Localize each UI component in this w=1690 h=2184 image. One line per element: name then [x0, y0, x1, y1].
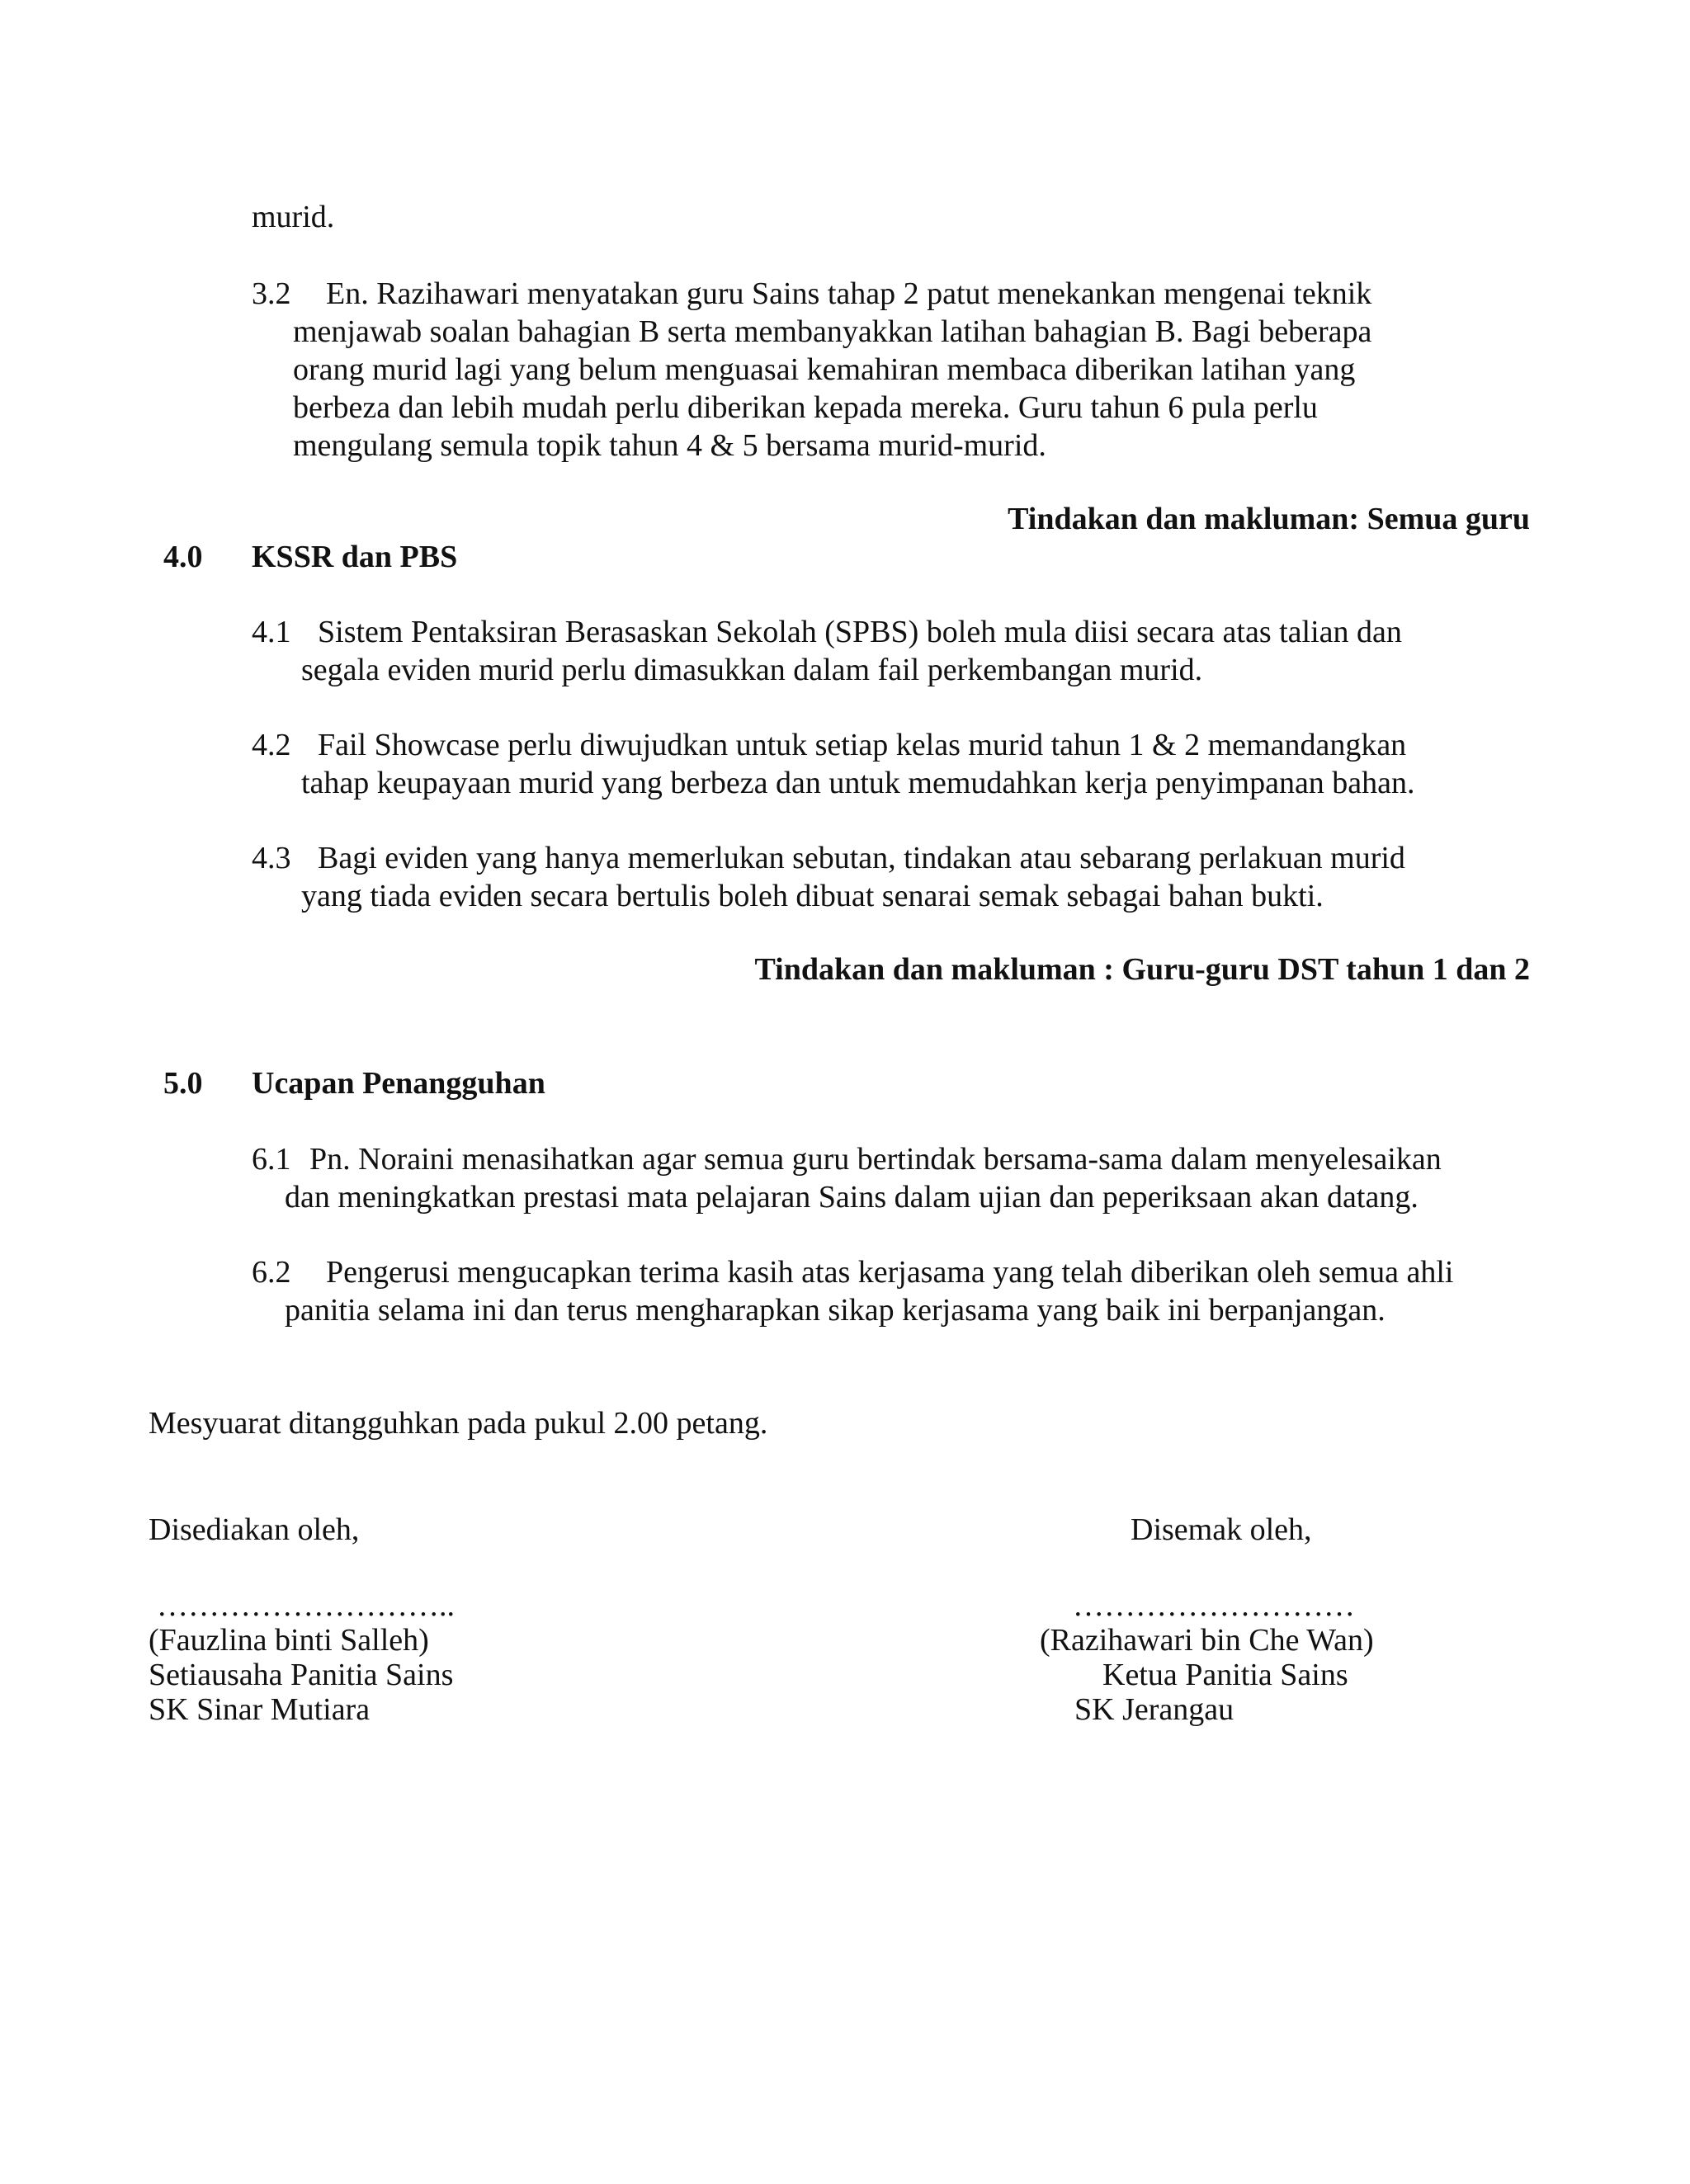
item-4-1 — [252, 613, 1402, 689]
section-5-number: 5.0 — [163, 1066, 203, 1101]
item-4-2 — [252, 726, 1415, 802]
checked-by-signature — [1040, 1588, 1374, 1727]
action-note-2: Tindakan dan makluman : Guru-guru DST tahun 1 dan 2 — [754, 952, 1530, 987]
item-4-1-line-2: segala eviden murid perlu dimasukkan dalam fail perkembangan murid. — [301, 653, 1203, 687]
signature-dots: ……………………….. — [157, 1588, 455, 1623]
section-4-number: 4.0 — [163, 540, 203, 574]
item-3-2-line-4: berbeza dan lebih mudah perlu diberikan kepada mereka. Guru tahun 6 pula perlu — [293, 390, 1318, 425]
item-number: 6.2 — [252, 1255, 291, 1290]
signatory-school: SK Jerangau — [1074, 1692, 1234, 1727]
item-3-2-line-1: 3.2 En. Razihawari menyatakan guru Sains tahap 2 patut menekankan mengenai teknik — [252, 276, 1372, 311]
prepared-by-signature — [149, 1588, 455, 1727]
item-3-2 — [252, 275, 1371, 465]
item-4-1-line-1: 4.1 Sistem Pentaksiran Berasaskan Sekolah (SPBS) boleh mula diisi secara atas talian dan — [252, 615, 1402, 649]
item-3-2-line-2: menjawab soalan bahagian B serta membanyakkan latihan bahagian B. Bagi beberapa — [293, 314, 1372, 349]
item-6-1-line-1: 6.1 Pn. Noraini menasihatkan agar semua guru bertindak bersama-sama dalam menyelesaikan — [252, 1142, 1442, 1177]
item-4-3 — [252, 839, 1405, 915]
item-number: 4.2 — [252, 728, 291, 762]
item-6-2-line-1: 6.2 Pengerusi mengucapkan terima kasih atas kerjasama yang telah diberikan oleh semua ahli — [252, 1255, 1454, 1290]
item-4-3-line-2: yang tiada eviden secara bertulis boleh dibuat senarai semak sebagai bahan bukti. — [301, 879, 1324, 913]
signatory-school: SK Sinar Mutiara — [149, 1692, 371, 1727]
continuation-text: murid. — [252, 200, 335, 234]
item-number: 3.2 — [252, 276, 291, 311]
signature-dots: ……………………… — [1073, 1588, 1355, 1623]
item-3-2-line-3: orang murid lagi yang belum menguasai kemahiran membaca diberikan latihan yang — [293, 352, 1356, 387]
item-4-2-line-2: tahap keupayaan murid yang berbeza dan untuk memudahkan kerja penyimpanan bahan. — [301, 766, 1415, 800]
item-4-3-line-1: 4.3 Bagi eviden yang hanya memerlukan sebutan, tindakan atau sebarang perlakuan murid — [252, 841, 1405, 875]
item-6-2-line-2: panitia selama ini dan terus mengharapkan sikap kerjasama yang baik ini berpanjangan. — [285, 1293, 1386, 1328]
checked-by-heading: Disemak oleh, — [1131, 1512, 1312, 1547]
item-6-1-line-2: dan meningkatkan prestasi mata pelajaran Sains dalam ujian dan peperiksaan akan datang. — [285, 1180, 1419, 1215]
item-number: 6.1 — [252, 1142, 291, 1177]
prepared-by-heading: Disediakan oleh, — [149, 1512, 360, 1547]
item-3-2-line-5: mengulang semula topik tahun 4 & 5 bersama murid-murid. — [293, 428, 1046, 463]
signatory-role: Ketua Panitia Sains — [1102, 1658, 1348, 1692]
adjournment-text: Mesyuarat ditangguhkan pada pukul 2.00 petang. — [149, 1406, 768, 1441]
action-note-1: Tindakan dan makluman: Semua guru — [1008, 502, 1530, 536]
item-number: 4.3 — [252, 841, 291, 875]
signatory-name: (Razihawari bin Che Wan) — [1040, 1623, 1374, 1658]
section-4-title: KSSR dan PBS — [252, 540, 458, 574]
item-4-2-line-1: 4.2 Fail Showcase perlu diwujudkan untuk setiap kelas murid tahun 1 & 2 memandangkan — [252, 728, 1407, 762]
item-number: 4.1 — [252, 615, 291, 649]
section-5-title: Ucapan Penangguhan — [252, 1066, 545, 1101]
item-6-1 — [252, 1140, 1442, 1216]
signatory-role: Setiausaha Panitia Sains — [149, 1658, 454, 1692]
item-6-2 — [252, 1253, 1453, 1329]
signatory-name: (Fauzlina binti Salleh) — [149, 1623, 429, 1658]
